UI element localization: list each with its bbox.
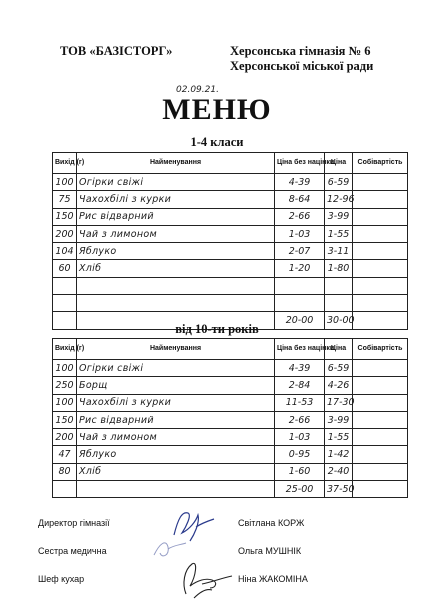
cell-dish-name: Яблуко xyxy=(77,446,275,463)
cell-price-no-markup: 0-95 xyxy=(275,446,325,463)
table-row xyxy=(53,174,408,191)
cell-price-no-markup: 2-84 xyxy=(275,377,325,394)
col-header-cost: Собівартість xyxy=(353,339,408,360)
cell-price-no-markup: 1-20 xyxy=(275,260,325,277)
total-price-no-markup: 20-00 xyxy=(275,312,325,329)
col-header-price: Ціна xyxy=(325,153,353,174)
cell-price-no-markup: 1-03 xyxy=(275,225,325,242)
table-row xyxy=(53,394,408,411)
table-row xyxy=(53,191,408,208)
cell-cost xyxy=(353,191,408,208)
cell-weight: 200 xyxy=(53,225,77,242)
col-header-price-no-markup: Ціна без націнки xyxy=(275,153,325,174)
cell-cost xyxy=(353,481,408,498)
cell-price: 1-55 xyxy=(325,225,353,242)
cell-weight: 100 xyxy=(53,174,77,191)
cell-price: 3-11 xyxy=(325,243,353,260)
cell-weight: 100 xyxy=(53,360,77,377)
cell-price-no-markup: 4-39 xyxy=(275,360,325,377)
signature-role-nurse: Сестра медична xyxy=(38,546,107,556)
cell-dish-name: Рис відварний xyxy=(77,208,275,225)
cell-price-no-markup: 11-53 xyxy=(275,394,325,411)
cell-dish-name: Чай з лимоном xyxy=(77,429,275,446)
signature-name-director: Світлана КОРЖ xyxy=(238,518,305,528)
signature-role-chef: Шеф кухар xyxy=(38,574,85,584)
cell-dish-name xyxy=(77,295,275,312)
cell-cost xyxy=(353,463,408,480)
cell-dish-name: Чахохбілі з курки xyxy=(77,191,275,208)
cell-dish-name xyxy=(77,481,275,498)
page-title: МЕНЮ xyxy=(162,93,272,126)
table-row xyxy=(53,463,408,480)
section-heading-grades-1-4: 1-4 класи xyxy=(190,135,244,149)
cell-dish-name: Огірки свіжі xyxy=(77,360,275,377)
cell-weight: 200 xyxy=(53,429,77,446)
cell-weight: 60 xyxy=(53,260,77,277)
cell-price: 1-80 xyxy=(325,260,353,277)
cell-cost xyxy=(353,394,408,411)
cell-weight: 104 xyxy=(53,243,77,260)
cell-weight xyxy=(53,295,77,312)
cell-weight: 80 xyxy=(53,463,77,480)
cell-cost xyxy=(353,225,408,242)
school-name xyxy=(230,44,373,74)
cell-dish-name: Борщ xyxy=(77,377,275,394)
cell-weight xyxy=(53,277,77,294)
table-row xyxy=(53,225,408,242)
total-price: 30-00 xyxy=(325,312,353,329)
cell-weight: 150 xyxy=(53,411,77,428)
cell-dish-name: Рис відварний xyxy=(77,411,275,428)
totals-row xyxy=(53,481,408,498)
table-row xyxy=(53,411,408,428)
cell-price: 1-55 xyxy=(325,429,353,446)
cell-cost xyxy=(353,174,408,191)
menu-table-age-10-plus xyxy=(52,338,408,498)
school-name-line2: Херсонської міської ради xyxy=(230,59,374,73)
cell-dish-name: Хліб xyxy=(77,260,275,277)
menu-date: 02.09.21. xyxy=(176,85,219,95)
cell-cost xyxy=(353,411,408,428)
cell-dish-name xyxy=(77,277,275,294)
total-price-no-markup: 25-00 xyxy=(275,481,325,498)
cell-price: 2-40 xyxy=(325,463,353,480)
cell-cost xyxy=(353,208,408,225)
cell-weight xyxy=(53,481,77,498)
table-row xyxy=(53,208,408,225)
cell-weight: 150 xyxy=(53,208,77,225)
cell-price: 6-59 xyxy=(325,174,353,191)
cell-price xyxy=(325,295,353,312)
col-header-cost: Собівартість xyxy=(353,153,408,174)
cell-price: 3-99 xyxy=(325,411,353,428)
cell-price xyxy=(325,277,353,294)
cell-dish-name: Чай з лимоном xyxy=(77,225,275,242)
cell-cost xyxy=(353,260,408,277)
cell-price-no-markup: 2-07 xyxy=(275,243,325,260)
cell-price-no-markup xyxy=(275,277,325,294)
cell-price-no-markup: 2-66 xyxy=(275,411,325,428)
table-header-row xyxy=(53,153,408,174)
cell-dish-name: Яблуко xyxy=(77,243,275,260)
cell-price-no-markup: 4-39 xyxy=(275,174,325,191)
cell-price-no-markup: 1-60 xyxy=(275,463,325,480)
cell-price-no-markup: 2-66 xyxy=(275,208,325,225)
cell-dish-name: Чахохбілі з курки xyxy=(77,394,275,411)
section-heading-age-10-plus: від 10-ти років xyxy=(175,322,259,336)
cell-weight: 250 xyxy=(53,377,77,394)
cell-cost xyxy=(353,377,408,394)
col-header-price: Ціна xyxy=(325,339,353,360)
cell-dish-name: Огірки свіжі xyxy=(77,174,275,191)
signature-name-chef: Ніна ЖАКОМІНА xyxy=(238,574,308,584)
table-row xyxy=(53,295,408,312)
table-row xyxy=(53,429,408,446)
cell-price: 4-26 xyxy=(325,377,353,394)
col-header-weight: Вихід (г) xyxy=(53,339,77,360)
col-header-name: Найменування xyxy=(77,153,275,174)
col-header-price-no-markup: Ціна без націнки xyxy=(275,339,325,360)
cell-price-no-markup xyxy=(275,295,325,312)
cell-cost xyxy=(353,360,408,377)
cell-weight: 100 xyxy=(53,394,77,411)
cell-price: 6-59 xyxy=(325,360,353,377)
table-row xyxy=(53,260,408,277)
cell-price: 17-30 xyxy=(325,394,353,411)
cell-dish-name: Хліб xyxy=(77,463,275,480)
signature-role-director: Директор гімназії xyxy=(38,518,110,528)
menu-table-grades-1-4 xyxy=(52,152,408,330)
signature-name-nurse: Ольга МУШНІК xyxy=(238,546,302,556)
cell-price: 3-99 xyxy=(325,208,353,225)
cell-weight: 75 xyxy=(53,191,77,208)
cell-price: 12-96 xyxy=(325,191,353,208)
cell-cost xyxy=(353,446,408,463)
col-header-name: Найменування xyxy=(77,339,275,360)
cell-cost xyxy=(353,243,408,260)
cell-price-no-markup: 1-03 xyxy=(275,429,325,446)
cell-cost xyxy=(353,295,408,312)
table-row xyxy=(53,277,408,294)
cell-price: 1-42 xyxy=(325,446,353,463)
cell-price-no-markup: 8-64 xyxy=(275,191,325,208)
cell-cost xyxy=(353,277,408,294)
chef-signature xyxy=(172,558,236,602)
table-row xyxy=(53,446,408,463)
cell-cost xyxy=(353,429,408,446)
table-row xyxy=(53,377,408,394)
company-name: ТОВ «БАЗІСТОРГ» xyxy=(60,44,173,58)
table-row xyxy=(53,360,408,377)
total-price: 37-50 xyxy=(325,481,353,498)
col-header-weight: Вихід (г) xyxy=(53,153,77,174)
cell-weight: 47 xyxy=(53,446,77,463)
school-name-line1: Херсонська гімназія № 6 xyxy=(230,44,371,58)
table-row xyxy=(53,243,408,260)
table-header-row xyxy=(53,339,408,360)
